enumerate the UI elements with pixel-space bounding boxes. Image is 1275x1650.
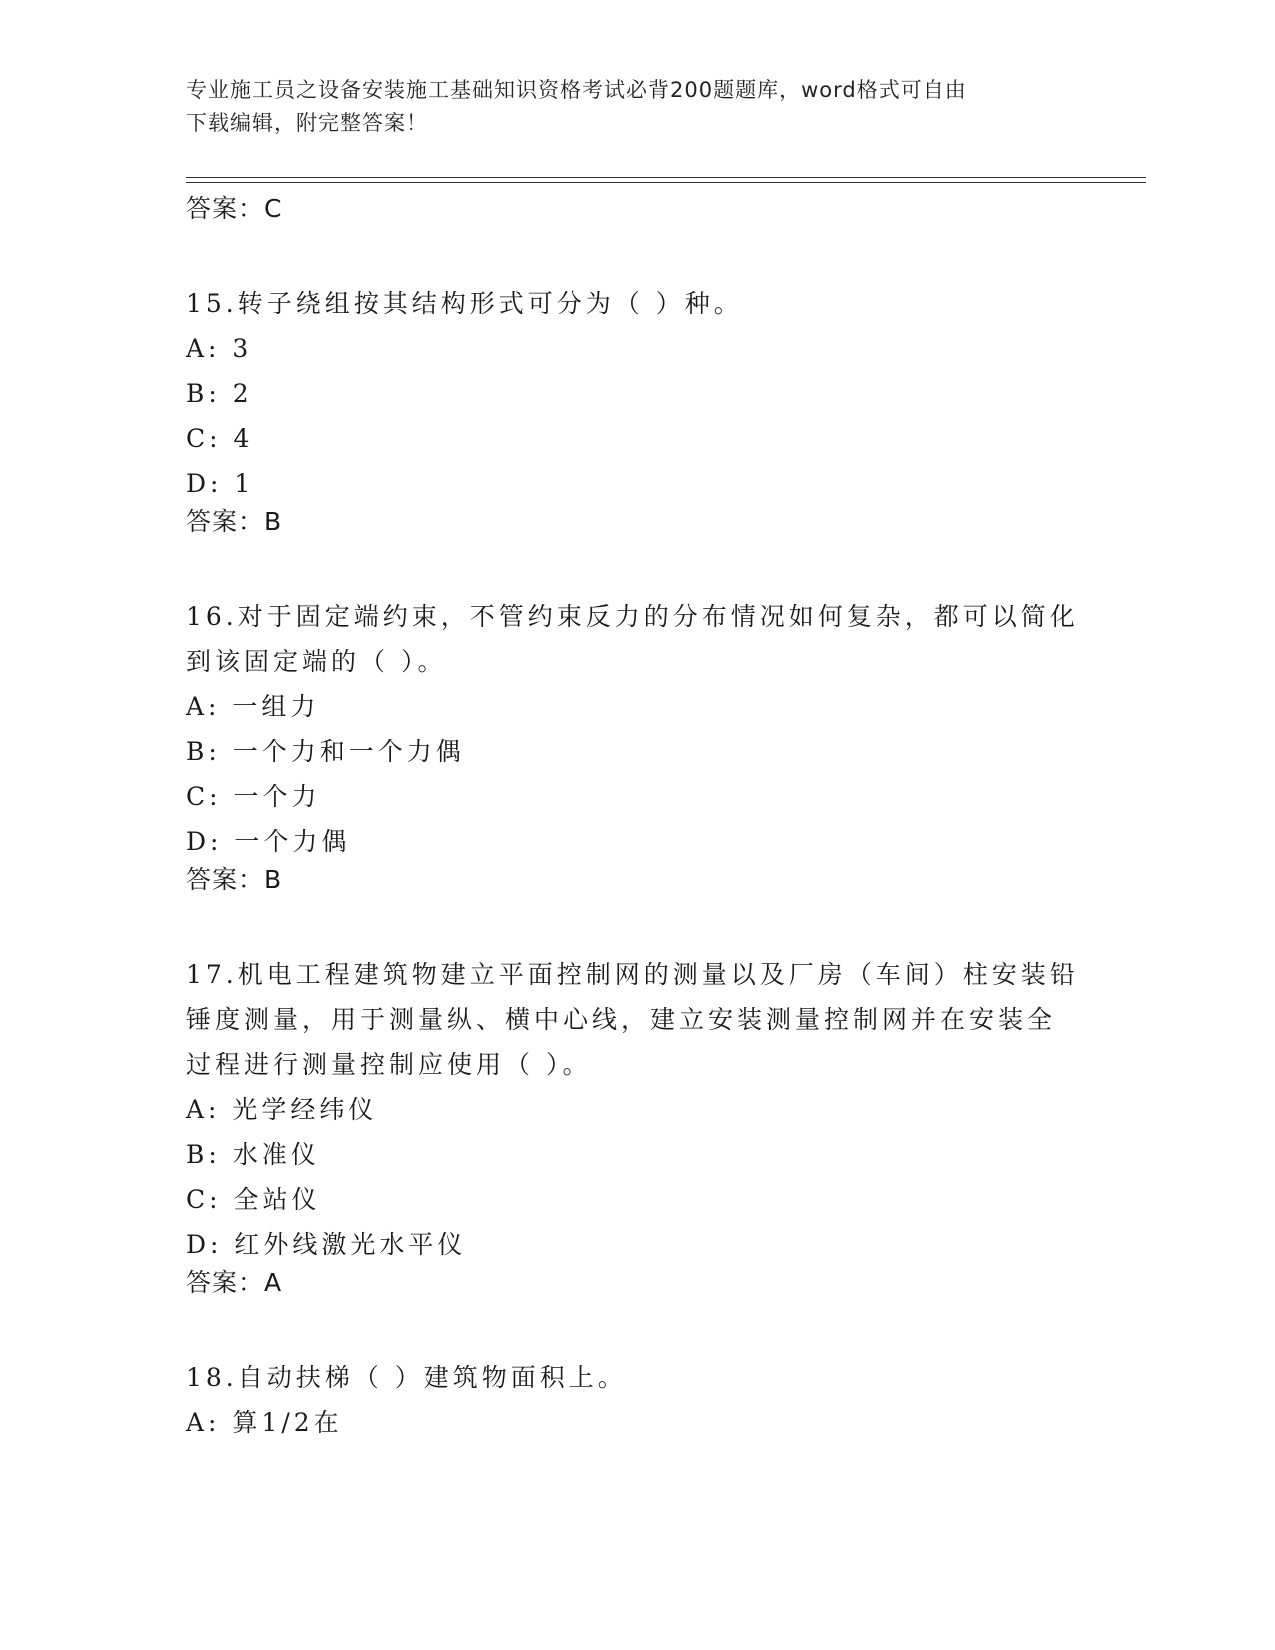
question-17 [186,952,1086,1301]
header-rule-bottom [186,182,1146,183]
answer-label: 答案：B [186,865,283,894]
option-a: A: 光学经纬仪 [186,1095,378,1124]
option-c: C: 全站仪 [186,1185,321,1214]
document-header [186,74,1066,140]
option-a: A: 算1/2在 [186,1408,343,1437]
answer-label: 答案：B [186,507,283,536]
question-text: 15.转子绕组按其结构形式可分为（ ）种。 [186,289,743,318]
question-18 [186,1355,1086,1445]
option-a: A: 一组力 [186,692,320,721]
header-line-2: 下载编辑，附完整答案！ [186,111,428,135]
question-text: 过程进行测量控制应使用（ ）。 [186,1050,592,1079]
option-d: D: 一个力偶 [186,827,351,856]
option-d: D: 红外线激光水平仪 [186,1230,467,1259]
answer-label: 答案：C [186,194,283,223]
question-text: 到该固定端的（ ）。 [186,647,447,676]
answer-label: 答案：A [186,1268,283,1297]
option-c: C: 4 [186,424,254,453]
question-list [186,193,1086,1445]
question-16 [186,594,1086,898]
question-text: 17.机电工程建筑物建立平面控制网的测量以及厂房（车间）柱安装铅 [186,960,1079,989]
question-15 [186,281,1086,540]
question-text: 锤度测量，用于测量纵、横中心线，建立安装测量控制网并在安装全 [186,1005,1057,1034]
header-rule-top [186,177,1146,178]
option-b: B: 2 [186,379,253,408]
option-c: C: 一个力 [186,782,321,811]
header-line-1: 专业施工员之设备安装施工基础知识资格考试必背200题题库，word格式可自由 [186,78,967,102]
question-text: 16.对于固定端约束，不管约束反力的分布情况如何复杂，都可以简化 [186,602,1079,631]
option-b: B: 一个力和一个力偶 [186,737,465,766]
question-text: 18.自动扶梯（ ）建筑物面积上。 [186,1363,627,1392]
option-d: D: 1 [186,469,255,498]
option-a: A: 3 [186,334,253,363]
option-b: B: 水准仪 [186,1140,320,1169]
